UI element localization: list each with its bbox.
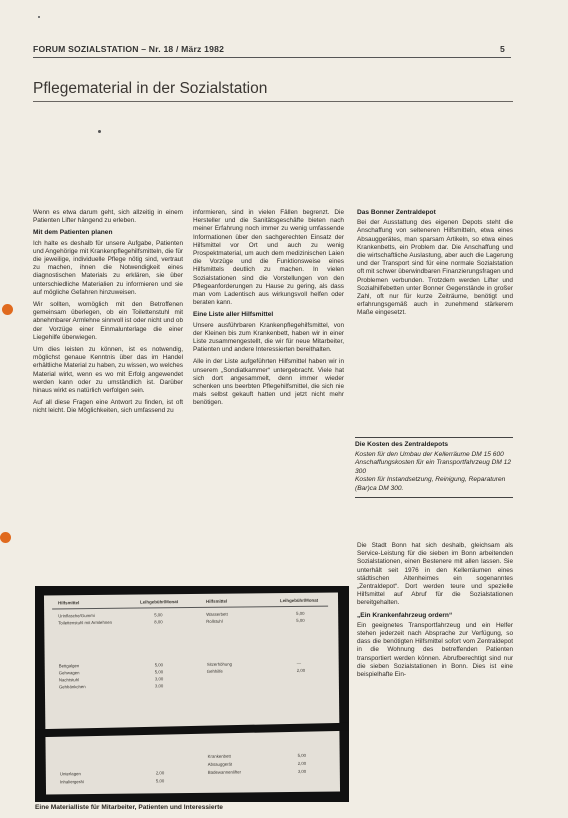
header-rule <box>33 57 511 58</box>
list-item-price: 2,00 <box>155 770 165 776</box>
list-item-name: Badewannenlifter <box>207 769 242 775</box>
list-item-price: 3,00 <box>297 768 307 774</box>
paragraph: Wenn es etwa darum geht, sich allzeitig in einem Patienten Lifter hängend zu erleben. <box>33 209 183 225</box>
subheading: „Ein Krankenfahrzeug ordern“ <box>357 611 453 619</box>
subheading: Das Bonner Zentraldepot <box>357 209 436 216</box>
list-item-price: 5,00 <box>297 752 307 758</box>
list-item-price: 5,00 <box>155 778 165 784</box>
paragraph: Bei der Ausstattung des eigenen Depots steht die Anschaffung von selteneren Hilfsmitteln, etwa eines Absauggerätes, man sparsam Artikeln, so etwa eines Krankenbetts, ein Problem dar. Die Anschaffung und die wirtschaftliche Auslastung, aber auch die Lagerung und der Transport sind für eine normale Sozialstation oft mit schwer überwindbaren Finanzierungsfragen und Problemen verbunden. Trotzdem werden Lifter und Sozialhilfebetten unter Bonner Gegenstände in großer Zahl, oft nur für kurze Zeiträume, benötigt und erfahrungsgemäß auch in zunehmend stärkerem Maße eingesetzt. <box>357 219 513 317</box>
list-item-name: Absauggerät <box>207 761 233 767</box>
paragraph: Unsere ausführbaren Krankenpflegehilfsmittel, von der Kleinen bis zum Krankenbett, haben wir in einer Liste zusammengestellt, die wir für neue Mitarbeiter, Patienten und andere Interessierten bereithalten. <box>193 321 344 354</box>
column-3 <box>357 209 513 322</box>
list-item-name: Inhaliergerät <box>59 779 84 785</box>
list-item-name: Gehwagen <box>58 670 80 676</box>
cost-box <box>355 437 513 524</box>
material-list-sheet <box>44 592 340 794</box>
cost-line: Kosten für den Umbau der Kellerräume DM 15 600 <box>355 451 504 458</box>
column-3-continued <box>357 542 513 683</box>
punch-hole <box>2 304 13 315</box>
box-heading: Die Kosten des Zentraldepots <box>355 441 449 448</box>
column-1 <box>33 209 183 420</box>
list-item-name: Gehbänkchen <box>58 684 86 690</box>
list-item-price: 8,00 <box>154 619 163 625</box>
figure-photo <box>35 586 349 802</box>
list-item-name: Wasserbett <box>206 611 228 617</box>
list-item-name: Nachtstuhl <box>58 677 80 683</box>
list-item-name: Krankenbett <box>207 753 231 759</box>
paragraph: Wir sollten, womöglich mit den Betroffenen gemeinsam überlegen, ob ein Toilettenstuhl mit abnehmbarer Armlehne sinnvoll ist oder nicht und ob der Vorzüge einer Einmalunterlage die einer Liegehilfe überwiegen. <box>33 301 183 341</box>
paragraph: Ein geeignetes Transportfahrzeug und ein Helfer stehen jederzeit nach Absprache zur Verfügung, so dass die benötigten Hilfsmittel sofort vom Zentraldepot in die Wohnung des betreffenden Patienten transportiert werden können. Abrufberechtigt sind nur die sieben Sozialstationen in Bonn. Dies ist eine beispielhafte Ein- <box>357 621 513 679</box>
page-title: Pflegematerial in der Sozialstation <box>33 80 268 97</box>
running-head: FORUM SOZIALSTATION – Nr. 18 / März 1982 <box>33 44 225 54</box>
box-bottom-rule <box>355 497 513 498</box>
paragraph: informieren, sind in vielen Fällen begrenzt. Die Hersteller und die Sanitätsgeschäfte bieten nach meiner Erfahrung noch immer zu wenig umfassende Informationen über den sachgerechten Einsatz der Hilfsmittel vor Ort und auch zu wenig Prospektmaterial, um auch dem medizinischen Laien die Vorzüge und die Funktionsweise eines Hilfsmittels deutlich zu machen. In vielen Sozialstationen sind die Vorstellungen von den Pflegeanforderungen zu Hause zu gering, als dass man vom Ladentisch aus wirkungsvoll helfen oder beraten kann. <box>193 209 344 307</box>
paragraph: Auf all diese Fragen eine Antwort zu finden, ist oft nicht leicht. Die Möglichkeiten, sich umfassend zu <box>33 399 183 415</box>
list-item-name: Rollstuhl <box>206 618 223 624</box>
list-header: Hilfsmittel <box>58 600 80 606</box>
punch-hole <box>0 532 11 543</box>
paragraph: Alle in der Liste aufgeführten Hilfsmittel haben wir in unserem „Sondiatkammer“ untergebracht. Viele hat sich dort angesammelt, denn immer wieder schenken uns beerbten Pflegehilfsmittel, die sich nie mals selbst gekauft hatten und jetzt nicht mehr benötigen. <box>193 358 344 407</box>
list-header-rule <box>52 606 328 610</box>
list-header: Leihgebühr/Monat <box>140 599 179 605</box>
list-item-price: 5,00 <box>154 612 163 618</box>
list-item-price: 2,00 <box>297 760 307 766</box>
list-item-price: 5,00 <box>154 662 164 668</box>
list-item-name: Urinflasche/Gummi <box>58 613 95 619</box>
cost-line: Anschaffungskosten für ein Transportfahrzeug DM 12 300 <box>355 459 512 475</box>
box-text <box>355 451 513 493</box>
list-header: Leihgebühr/Monat <box>280 597 319 604</box>
list-item-price: — <box>296 660 302 666</box>
list-item-price: 5,00 <box>296 617 305 623</box>
material-list-figure <box>35 586 349 814</box>
cost-line: Kosten für Instandsetzung, Reinigung, Reparaturen (Bar)ca DM 300. <box>355 476 506 492</box>
list-item-name: Sitzerhöhung <box>206 661 233 667</box>
list-item-name: Gehhilfe <box>206 668 223 674</box>
list-item-name: Bettgalgen <box>58 663 80 669</box>
list-item-price: 5,00 <box>154 669 164 675</box>
list-header: Hilfsmittel <box>206 598 228 604</box>
subheading: Mit dem Patienten planen <box>33 229 113 237</box>
page-number: 5 <box>500 44 505 54</box>
scan-speck <box>38 16 40 18</box>
figure-caption: Eine Materialliste für Mitarbeiter, Patienten und Interessierte <box>35 804 223 811</box>
paragraph: Ich halte es deshalb für unsere Aufgabe, Patienten und Angehörige mit Krankenpflegehilfsmitteln, die für die jeweilige, individuelle Pflege nötig sind, vertraut zu machen, ihnen die Notwendigkeit eines diagnostischen Materials zu erklären, sie über unterschiedliche Materialien zu informieren und sie auf mögliche Gefahren hinzuweisen. <box>33 239 183 296</box>
title-rule <box>33 101 513 102</box>
list-item-name: Unterlagen <box>59 771 81 777</box>
paragraph: Um dies leisten zu können, ist es notwendig, möglichst genaue Kenntnis über das im Handel erhältliche Material zu haben, zu wissen, wo welches Material wirkt, wenn es wo mit Erfolg angewendet werden kann oder zu umständlich ist. Darüber hinaus wirkt es natürlich verfolgen sein. <box>33 346 183 395</box>
subheading: Eine Liste aller Hilfsmittel <box>193 311 274 319</box>
list-item-price: 3,00 <box>154 683 164 689</box>
box-top-rule <box>355 437 513 438</box>
paragraph: Die Stadt Bonn hat sich deshalb, gleichsam als Service-Leistung für die sieben im Bonn arbeitenden Sozialstationen, einen Bestenere mit allen lassen. Sie unterhält seit 1976 in den Kellerräumen eines städtischen Altenheimes ein sogenanntes „Zentraldepot“. Dort werden teure und spezielle Hilfsmittel auf Abruf für die Sozialstationen bereitgehalten. <box>357 542 513 607</box>
list-item-price: 2,00 <box>296 667 306 673</box>
column-2 <box>193 209 344 412</box>
list-item-price: 3,00 <box>154 676 164 682</box>
list-item-price: 5,00 <box>296 610 305 616</box>
scan-speck <box>98 130 101 133</box>
list-item-name: Toilettenstuhl mit Armlehnen <box>58 619 113 626</box>
